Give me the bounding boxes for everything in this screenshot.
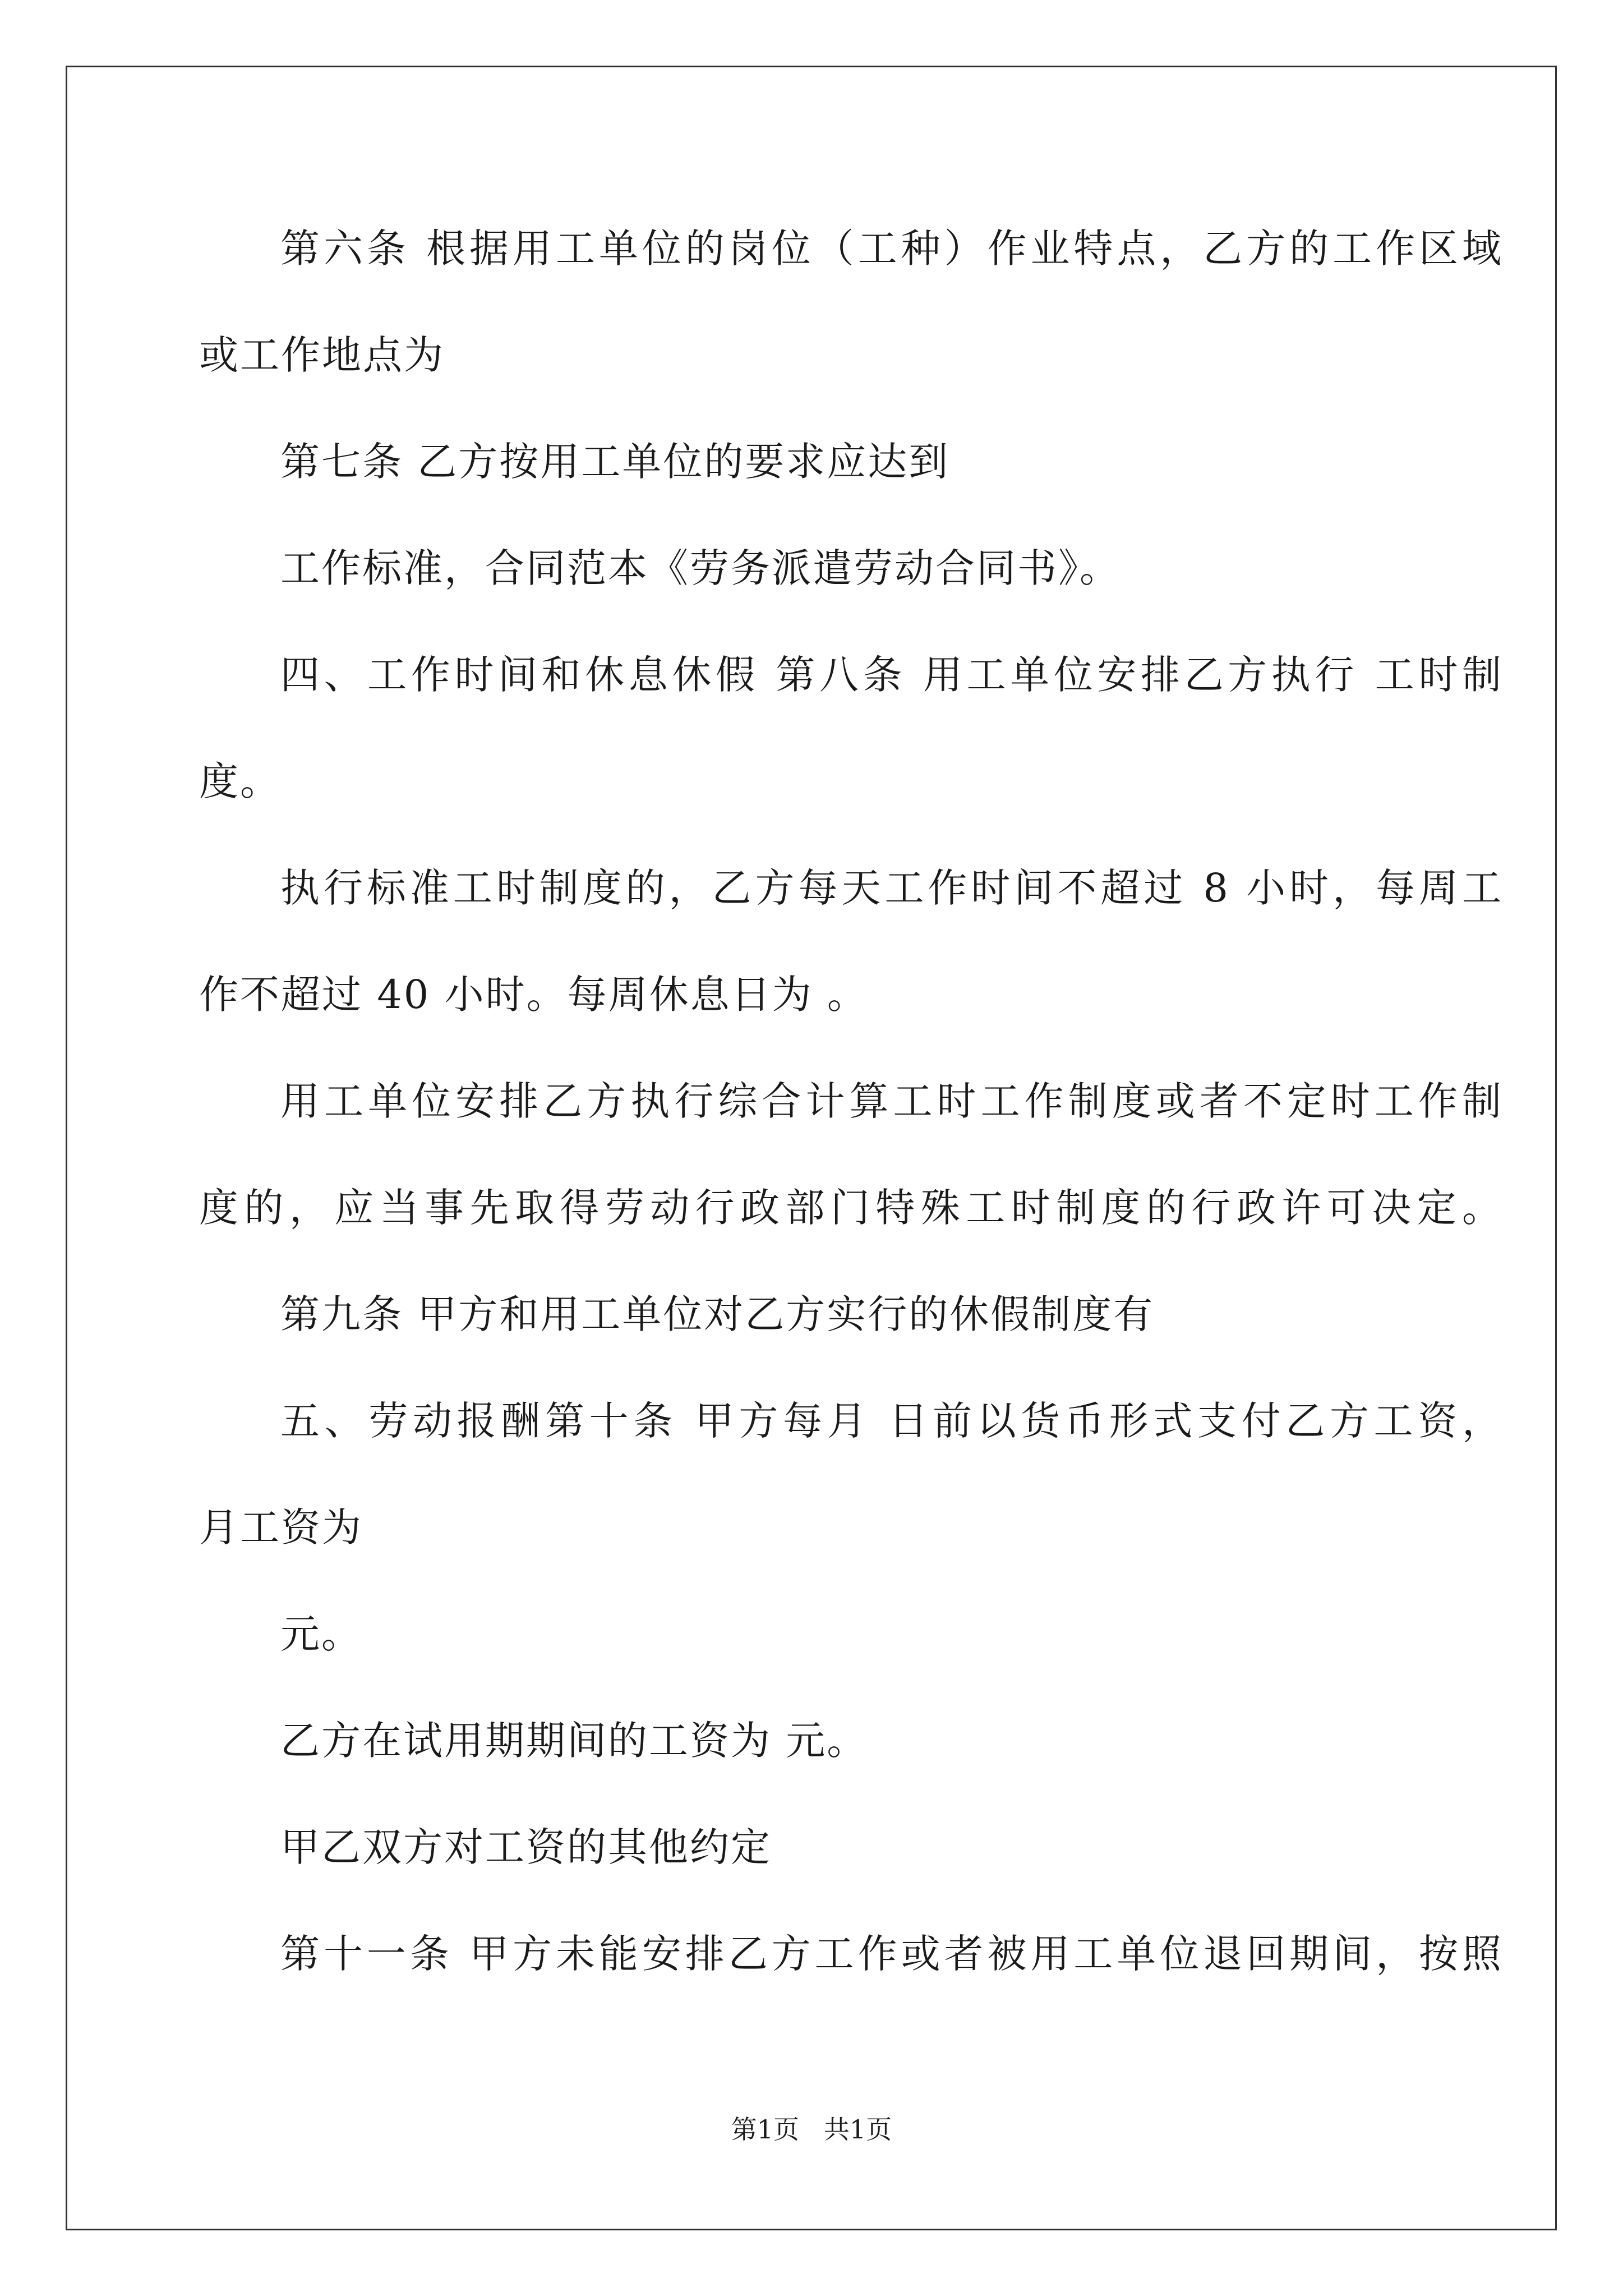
paragraph-line: 第六条 根据用工单位的岗位（工种）作业特点，乙方的工作区域 [280, 226, 1503, 272]
paragraph-line: 乙方在试用期期间的工资为 元。 [280, 1718, 868, 1764]
paragraph-line: 用工单位安排乙方执行综合计算工时工作制度或者不定时工作制 [280, 1078, 1503, 1124]
paragraph-line: 第十一条 甲方未能安排乙方工作或者被用工单位退回期间，按照 [280, 1931, 1503, 1977]
paragraph-line: 月工资为 [199, 1504, 363, 1550]
paragraph-line: 甲乙双方对工资的其他约定 [280, 1824, 772, 1870]
paragraph-line: 作不超过 40 小时。每周休息日为 。 [199, 972, 868, 1018]
paragraph-line: 或工作地点为 [199, 332, 445, 378]
paragraph-line: 五、劳动报酬第十条 甲方每月 日前以货币形式支付乙方工资， [280, 1398, 1503, 1444]
paragraph-line: 度的，应当事先取得劳动行政部门特殊工时制度的行政许可决定。 [199, 1185, 1503, 1231]
paragraph-line: 执行标准工时制度的，乙方每天工作时间不超过 8 小时，每周工 [280, 865, 1503, 911]
paragraph-line: 工作标准，合同范本《劳务派遣劳动合同书》。 [280, 545, 1121, 591]
page-footer: 第1页 共1页 [731, 2114, 892, 2145]
paragraph-line: 度。 [199, 758, 281, 804]
paragraph-line: 元。 [280, 1611, 362, 1657]
paragraph-line: 四、工作时间和休息休假 第八条 用工单位安排乙方执行 工时制 [280, 652, 1503, 698]
paragraph-line: 第七条 乙方按用工单位的要求应达到 [280, 439, 950, 485]
paragraph-line: 第九条 甲方和用工单位对乙方实行的休假制度有 [280, 1291, 1155, 1337]
